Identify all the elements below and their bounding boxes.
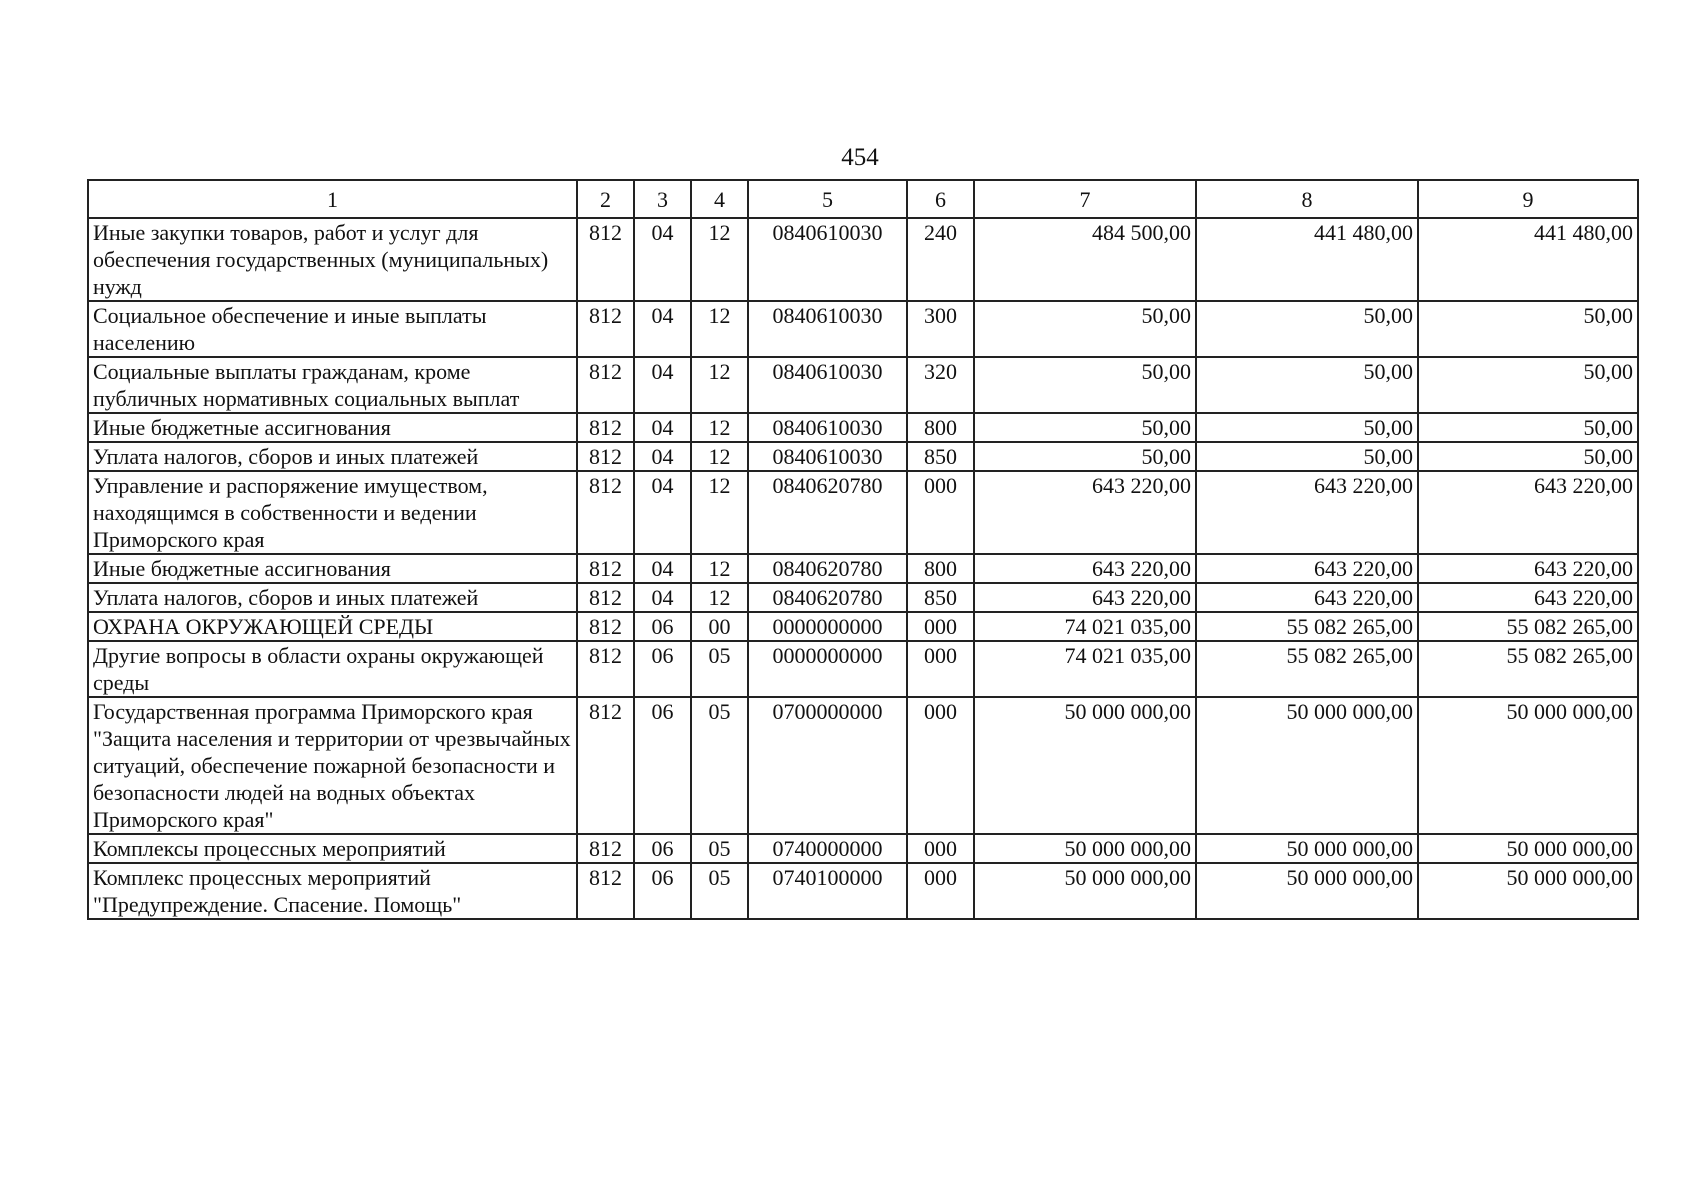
target-article-cell: 0000000000 bbox=[748, 641, 907, 697]
amount-col9-cell: 50,00 bbox=[1418, 301, 1638, 357]
expense-type-cell: 240 bbox=[907, 218, 974, 301]
amount-col8-cell: 50 000 000,00 bbox=[1196, 863, 1418, 919]
header-row bbox=[88, 180, 1638, 218]
row-name-cell: Уплата налогов, сборов и иных платежей bbox=[88, 583, 577, 612]
page-number: 454 bbox=[841, 144, 879, 171]
amount-col7-cell: 643 220,00 bbox=[974, 583, 1196, 612]
subsection-cell: 12 bbox=[691, 357, 748, 413]
subsection-cell: 12 bbox=[691, 413, 748, 442]
row-name-cell: Комплекс процессных мероприятий "Предупреждение. Спасение. Помощь" bbox=[88, 863, 577, 919]
admin-code-cell: 812 bbox=[577, 583, 634, 612]
amount-col7-cell: 74 021 035,00 bbox=[974, 641, 1196, 697]
target-article-cell: 0840610030 bbox=[748, 301, 907, 357]
admin-code-cell: 812 bbox=[577, 697, 634, 834]
subsection-cell: 00 bbox=[691, 612, 748, 641]
amount-col7-cell: 484 500,00 bbox=[974, 218, 1196, 301]
table-row bbox=[88, 442, 1638, 471]
section-cell: 06 bbox=[634, 641, 691, 697]
admin-code-cell: 812 bbox=[577, 834, 634, 863]
amount-col8-cell: 50 000 000,00 bbox=[1196, 834, 1418, 863]
table-row bbox=[88, 863, 1638, 919]
subsection-cell: 12 bbox=[691, 554, 748, 583]
target-article-cell: 0840620780 bbox=[748, 554, 907, 583]
amount-col8-cell: 50,00 bbox=[1196, 413, 1418, 442]
section-cell: 04 bbox=[634, 442, 691, 471]
amount-col7-cell: 50 000 000,00 bbox=[974, 863, 1196, 919]
subsection-cell: 12 bbox=[691, 442, 748, 471]
row-name-cell: Государственная программа Приморского края "Защита населения и территории от чрезвычайных ситуаций, обеспечение пожарной безопасности и безопасности людей на водных объектах Приморского края" bbox=[88, 697, 577, 834]
expense-type-cell: 800 bbox=[907, 554, 974, 583]
budget-table bbox=[87, 179, 1639, 920]
column-header: 2 bbox=[577, 180, 634, 218]
expense-type-cell: 320 bbox=[907, 357, 974, 413]
subsection-cell: 05 bbox=[691, 834, 748, 863]
amount-col7-cell: 50 000 000,00 bbox=[974, 697, 1196, 834]
subsection-cell: 12 bbox=[691, 471, 748, 554]
amount-col9-cell: 50,00 bbox=[1418, 357, 1638, 413]
row-name-cell: Социальное обеспечение и иные выплаты населению bbox=[88, 301, 577, 357]
section-cell: 06 bbox=[634, 612, 691, 641]
amount-col7-cell: 50,00 bbox=[974, 301, 1196, 357]
amount-col9-cell: 643 220,00 bbox=[1418, 471, 1638, 554]
admin-code-cell: 812 bbox=[577, 554, 634, 583]
table-row bbox=[88, 612, 1638, 641]
amount-col9-cell: 55 082 265,00 bbox=[1418, 612, 1638, 641]
amount-col9-cell: 50 000 000,00 bbox=[1418, 863, 1638, 919]
expense-type-cell: 000 bbox=[907, 834, 974, 863]
table-row bbox=[88, 641, 1638, 697]
table-body bbox=[88, 218, 1638, 919]
amount-col8-cell: 643 220,00 bbox=[1196, 554, 1418, 583]
row-name-cell: Комплексы процессных мероприятий bbox=[88, 834, 577, 863]
table-row bbox=[88, 357, 1638, 413]
amount-col9-cell: 50,00 bbox=[1418, 413, 1638, 442]
amount-col7-cell: 643 220,00 bbox=[974, 554, 1196, 583]
column-header: 4 bbox=[691, 180, 748, 218]
amount-col8-cell: 643 220,00 bbox=[1196, 471, 1418, 554]
expense-type-cell: 000 bbox=[907, 863, 974, 919]
subsection-cell: 05 bbox=[691, 641, 748, 697]
admin-code-cell: 812 bbox=[577, 218, 634, 301]
column-header: 5 bbox=[748, 180, 907, 218]
amount-col8-cell: 50,00 bbox=[1196, 357, 1418, 413]
admin-code-cell: 812 bbox=[577, 413, 634, 442]
subsection-cell: 12 bbox=[691, 301, 748, 357]
row-name-cell: Другие вопросы в области охраны окружающей среды bbox=[88, 641, 577, 697]
table-row bbox=[88, 413, 1638, 442]
target-article-cell: 0840610030 bbox=[748, 357, 907, 413]
column-header: 3 bbox=[634, 180, 691, 218]
target-article-cell: 0840610030 bbox=[748, 413, 907, 442]
subsection-cell: 05 bbox=[691, 697, 748, 834]
subsection-cell: 12 bbox=[691, 583, 748, 612]
row-name-cell: Иные бюджетные ассигнования bbox=[88, 554, 577, 583]
admin-code-cell: 812 bbox=[577, 442, 634, 471]
amount-col9-cell: 50 000 000,00 bbox=[1418, 697, 1638, 834]
amount-col9-cell: 50,00 bbox=[1418, 442, 1638, 471]
table-row bbox=[88, 301, 1638, 357]
target-article-cell: 0000000000 bbox=[748, 612, 907, 641]
expense-type-cell: 850 bbox=[907, 583, 974, 612]
admin-code-cell: 812 bbox=[577, 301, 634, 357]
amount-col8-cell: 55 082 265,00 bbox=[1196, 612, 1418, 641]
admin-code-cell: 812 bbox=[577, 357, 634, 413]
target-article-cell: 0740100000 bbox=[748, 863, 907, 919]
section-cell: 04 bbox=[634, 583, 691, 612]
expense-type-cell: 800 bbox=[907, 413, 974, 442]
row-name-cell: Иные бюджетные ассигнования bbox=[88, 413, 577, 442]
row-name-cell: Социальные выплаты гражданам, кроме публичных нормативных социальных выплат bbox=[88, 357, 577, 413]
admin-code-cell: 812 bbox=[577, 641, 634, 697]
subsection-cell: 12 bbox=[691, 218, 748, 301]
amount-col8-cell: 50 000 000,00 bbox=[1196, 697, 1418, 834]
admin-code-cell: 812 bbox=[577, 863, 634, 919]
table-row bbox=[88, 697, 1638, 834]
row-name-cell: Иные закупки товаров, работ и услуг для обеспечения государственных (муниципальных) нужд bbox=[88, 218, 577, 301]
target-article-cell: 0840610030 bbox=[748, 218, 907, 301]
amount-col7-cell: 643 220,00 bbox=[974, 471, 1196, 554]
table-row bbox=[88, 554, 1638, 583]
amount-col8-cell: 50,00 bbox=[1196, 442, 1418, 471]
section-cell: 06 bbox=[634, 697, 691, 834]
amount-col8-cell: 643 220,00 bbox=[1196, 583, 1418, 612]
amount-col9-cell: 50 000 000,00 bbox=[1418, 834, 1638, 863]
expense-type-cell: 000 bbox=[907, 612, 974, 641]
column-header: 8 bbox=[1196, 180, 1418, 218]
amount-col9-cell: 643 220,00 bbox=[1418, 554, 1638, 583]
table-row bbox=[88, 471, 1638, 554]
section-cell: 04 bbox=[634, 471, 691, 554]
row-name-cell: Уплата налогов, сборов и иных платежей bbox=[88, 442, 577, 471]
section-cell: 04 bbox=[634, 357, 691, 413]
table-row bbox=[88, 834, 1638, 863]
admin-code-cell: 812 bbox=[577, 612, 634, 641]
expense-type-cell: 000 bbox=[907, 471, 974, 554]
amount-col7-cell: 74 021 035,00 bbox=[974, 612, 1196, 641]
amount-col7-cell: 50,00 bbox=[974, 413, 1196, 442]
expense-type-cell: 300 bbox=[907, 301, 974, 357]
amount-col9-cell: 55 082 265,00 bbox=[1418, 641, 1638, 697]
section-cell: 04 bbox=[634, 301, 691, 357]
column-header: 9 bbox=[1418, 180, 1638, 218]
target-article-cell: 0840610030 bbox=[748, 442, 907, 471]
target-article-cell: 0840620780 bbox=[748, 471, 907, 554]
amount-col8-cell: 55 082 265,00 bbox=[1196, 641, 1418, 697]
target-article-cell: 0740000000 bbox=[748, 834, 907, 863]
amount-col9-cell: 643 220,00 bbox=[1418, 583, 1638, 612]
column-header: 6 bbox=[907, 180, 974, 218]
table-row bbox=[88, 583, 1638, 612]
section-cell: 04 bbox=[634, 413, 691, 442]
admin-code-cell: 812 bbox=[577, 471, 634, 554]
subsection-cell: 05 bbox=[691, 863, 748, 919]
section-cell: 06 bbox=[634, 863, 691, 919]
expense-type-cell: 850 bbox=[907, 442, 974, 471]
amount-col7-cell: 50 000 000,00 bbox=[974, 834, 1196, 863]
expense-type-cell: 000 bbox=[907, 697, 974, 834]
column-header: 7 bbox=[974, 180, 1196, 218]
amount-col9-cell: 441 480,00 bbox=[1418, 218, 1638, 301]
amount-col7-cell: 50,00 bbox=[974, 357, 1196, 413]
row-name-cell: Управление и распоряжение имуществом, находящимся в собственности и ведении Приморского края bbox=[88, 471, 577, 554]
target-article-cell: 0700000000 bbox=[748, 697, 907, 834]
amount-col7-cell: 50,00 bbox=[974, 442, 1196, 471]
amount-col8-cell: 441 480,00 bbox=[1196, 218, 1418, 301]
section-cell: 06 bbox=[634, 834, 691, 863]
row-name-cell: ОХРАНА ОКРУЖАЮЩЕЙ СРЕДЫ bbox=[88, 612, 577, 641]
target-article-cell: 0840620780 bbox=[748, 583, 907, 612]
column-header: 1 bbox=[88, 180, 577, 218]
amount-col8-cell: 50,00 bbox=[1196, 301, 1418, 357]
section-cell: 04 bbox=[634, 554, 691, 583]
expense-type-cell: 000 bbox=[907, 641, 974, 697]
table-row bbox=[88, 218, 1638, 301]
section-cell: 04 bbox=[634, 218, 691, 301]
